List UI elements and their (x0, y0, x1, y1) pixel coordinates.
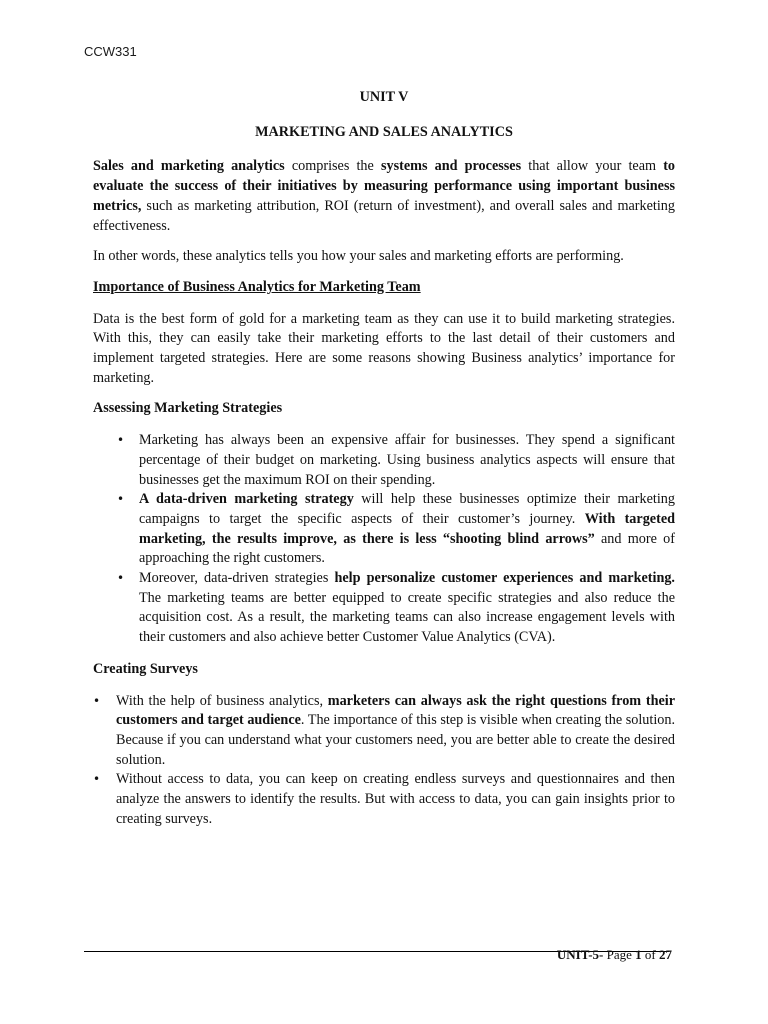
list-item (93, 770, 675, 829)
list-item-text: With the help of business analytics, (116, 692, 328, 709)
list-item-bold: help personalize customer experiences and marketing. (334, 570, 675, 587)
footer-total-pages: 27 (659, 947, 672, 962)
list-item-text: Without access to data, you can keep on creating endless surveys and questionnaires and then analyze the answers to identify the results. But with access to data, you can gain insights prior to creating surveys. (116, 771, 675, 827)
surveys-heading: Creating Surveys (93, 660, 198, 677)
list-item (93, 569, 675, 648)
course-code-header: CCW331 (84, 44, 137, 59)
page-content (93, 88, 675, 842)
footer-of-word: of (641, 947, 659, 962)
list-item-text: Marketing has always been an expensive affair for businesses. They spend a significant percentage of their budget on marketing. Using business analytics aspects will ensure that businesses get the maximum ROI on their spending. (139, 432, 675, 488)
list-item-bold: marketers can always ask the right questions from their customers and target audience (116, 692, 675, 729)
intro-bold-1: Sales and marketing analytics (93, 158, 285, 175)
list-item-text: The marketing teams are better equipped to create specific strategies and also reduce the acquisition cost. As a result, the marketing teams can also increase engagement levels with their customers and also achieve better Customer Value Analytics (CVA). (139, 589, 675, 646)
section-title: MARKETING AND SALES ANALYTICS (255, 123, 513, 140)
list-item-text: . The importance of this step is visible when creating the solution. Because if you can understand what your customers need, you are better able to create the desired solution. (116, 712, 675, 768)
intro-text-2: that allow your team (521, 158, 664, 175)
footer-page-word: Page (603, 947, 636, 962)
list-item (93, 431, 675, 490)
unit-title: UNIT V (359, 89, 409, 105)
page-footer (557, 947, 672, 963)
list-item-text: and more of approaching the right customers. (139, 530, 675, 567)
bullet-icon: • (93, 693, 101, 708)
intro-bold-2: systems and processes (380, 158, 522, 175)
importance-paragraph: Data is the best form of gold for a marketing team as they can use it to build marketing strategies. With this, they can easily take their marketing efforts to the last detail of their customers and implement targeted strategies. Here are some reasons showing Business analytics’ importance for marketing. (93, 310, 675, 386)
list-item (93, 692, 675, 771)
list-item-bold: With targeted marketing, the results improve, as there is less “shooting blind arrows” (139, 510, 676, 547)
surveys-bullet-list (93, 692, 675, 830)
assessing-bullet-list (93, 431, 675, 648)
intro-paragraph (93, 157, 675, 236)
assessing-heading: Assessing Marketing Strategies (93, 400, 283, 417)
list-item-bold: A data-driven marketing strategy (139, 491, 354, 508)
list-item-text: Moreover, data-driven strategies (139, 570, 335, 587)
other-words-paragraph: In other words, these analytics tells you how your sales and marketing efforts are performing. (93, 248, 624, 265)
bullet-icon: • (93, 772, 101, 787)
list-item (93, 490, 675, 569)
intro-text-1: comprises the (284, 158, 381, 175)
importance-heading: Importance of Business Analytics for Marketing Team (93, 278, 421, 295)
intro-bold-3: to evaluate the success of their initiatives by measuring performance using important business metrics, (93, 158, 676, 214)
footer-page-number: 1 (635, 947, 642, 962)
bullet-icon: • (117, 571, 125, 586)
bullet-icon: • (117, 433, 125, 448)
intro-text-3: such as marketing attribution, ROI (return of investment), and overall sales and marketing effectiveness. (93, 197, 675, 234)
footer-unit: UNIT-5- (556, 947, 604, 962)
list-item-text: will help these businesses optimize their marketing campaigns to target the specific aspects of their customer’s journey. (139, 491, 675, 527)
bullet-icon: • (117, 492, 125, 507)
